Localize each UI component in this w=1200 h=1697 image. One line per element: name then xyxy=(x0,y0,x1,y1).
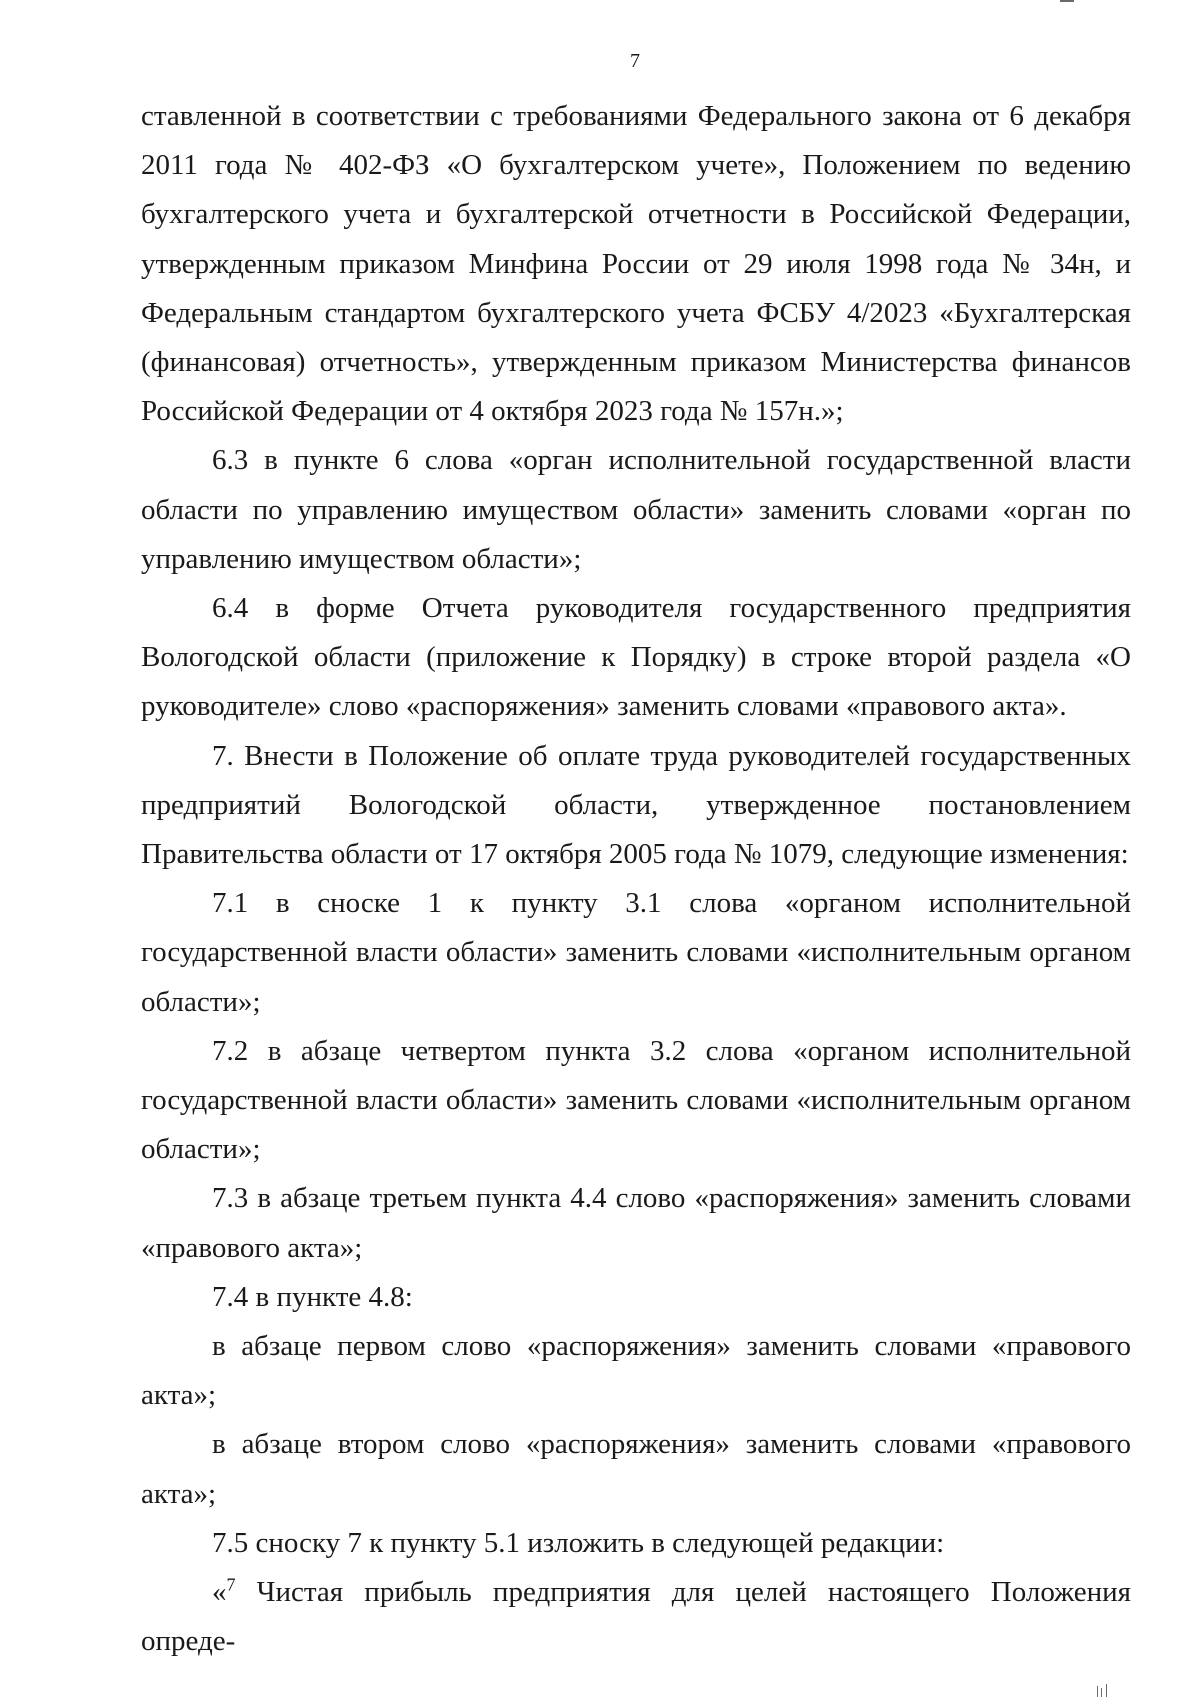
paragraph-item-7-1: 7.1 в сноске 1 к пункту 3.1 слова «органом исполнительной государственной власти области» заменить словами «исполнительным органом области»; xyxy=(141,887,1131,1018)
paragraph-subitem-first: в абзаце первом слово «распоряжения» заменить словами «правового акта»; xyxy=(141,1330,1131,1412)
paragraph-item-7-4: 7.4 в пункте 4.8: xyxy=(212,1280,413,1313)
footnote-mark: 7 xyxy=(226,1574,236,1595)
open-quote: « xyxy=(212,1576,227,1609)
paragraph-item-6-4: 6.4 в форме Отчета руководителя государственного предприятия Вологодской области (приложение к Порядку) в строке второй раздела «О руководителе» слово «распоряжения» заменить словами «правового акта». xyxy=(141,592,1131,723)
paragraph-item-7: 7. Внести в Положение об оплате труда руководителей государственных предприятий Вологодской области, утвержденное постановлением Правительства области от 17 октября 2005 года № 1079, следующие изменения: xyxy=(141,739,1131,871)
paragraph-continuation: ставленной в соответствии с требованиями Федерального закона от 6 декабря 2011 года № 402-ФЗ «О бухгалтерском учете», Положением по ведению бухгалтерского учета и бухгалтерской отчетности в Российской Федерации, утвержденным приказом Минфина России от 29 июля 1998 года № 34н, и Федеральным стандартом бухгалтерского учета ФСБУ 4/2023 «Бухгалтерская (финансовая) отчетность», утвержденным приказом Министерства финансов Российской Федерации от 4 октября 2023 года № 157н.»; xyxy=(141,100,1131,428)
scan-mark-bottom-right xyxy=(1097,1686,1098,1697)
paragraph-subitem-second: в абзаце втором слово «распоряжения» заменить словами «правового акта»; xyxy=(141,1428,1131,1510)
scan-mark-bottom-right-2 xyxy=(1101,1688,1102,1697)
paragraph-item-7-3: 7.3 в абзаце третьем пункта 4.4 слово «распоряжения» заменить словами «правового акта»; xyxy=(141,1182,1131,1264)
page-number: 7 xyxy=(630,50,640,72)
paragraph-item-7-5: 7.5 сноску 7 к пункту 5.1 изложить в следующей редакции: xyxy=(212,1526,945,1559)
scan-mark-bottom-right-3 xyxy=(1106,1684,1107,1697)
footnote-text: Чистая прибыль предприятия для целей настоящего Положения опреде- xyxy=(141,1576,1131,1658)
document-body xyxy=(141,92,1131,1667)
paragraph-item-6-3: 6.3 в пункте 6 слова «орган исполнительной государственной власти области по управлению имуществом области» заменить словами «орган по управлению имуществом области»; xyxy=(141,444,1131,575)
scan-mark-top-right xyxy=(1060,0,1074,2)
paragraph-footnote-start xyxy=(141,1568,1131,1666)
paragraph-item-7-2: 7.2 в абзаце четвертом пункта 3.2 слова «органом исполнительной государственной власти области» заменить словами «исполнительным органом области»; xyxy=(141,1034,1131,1166)
